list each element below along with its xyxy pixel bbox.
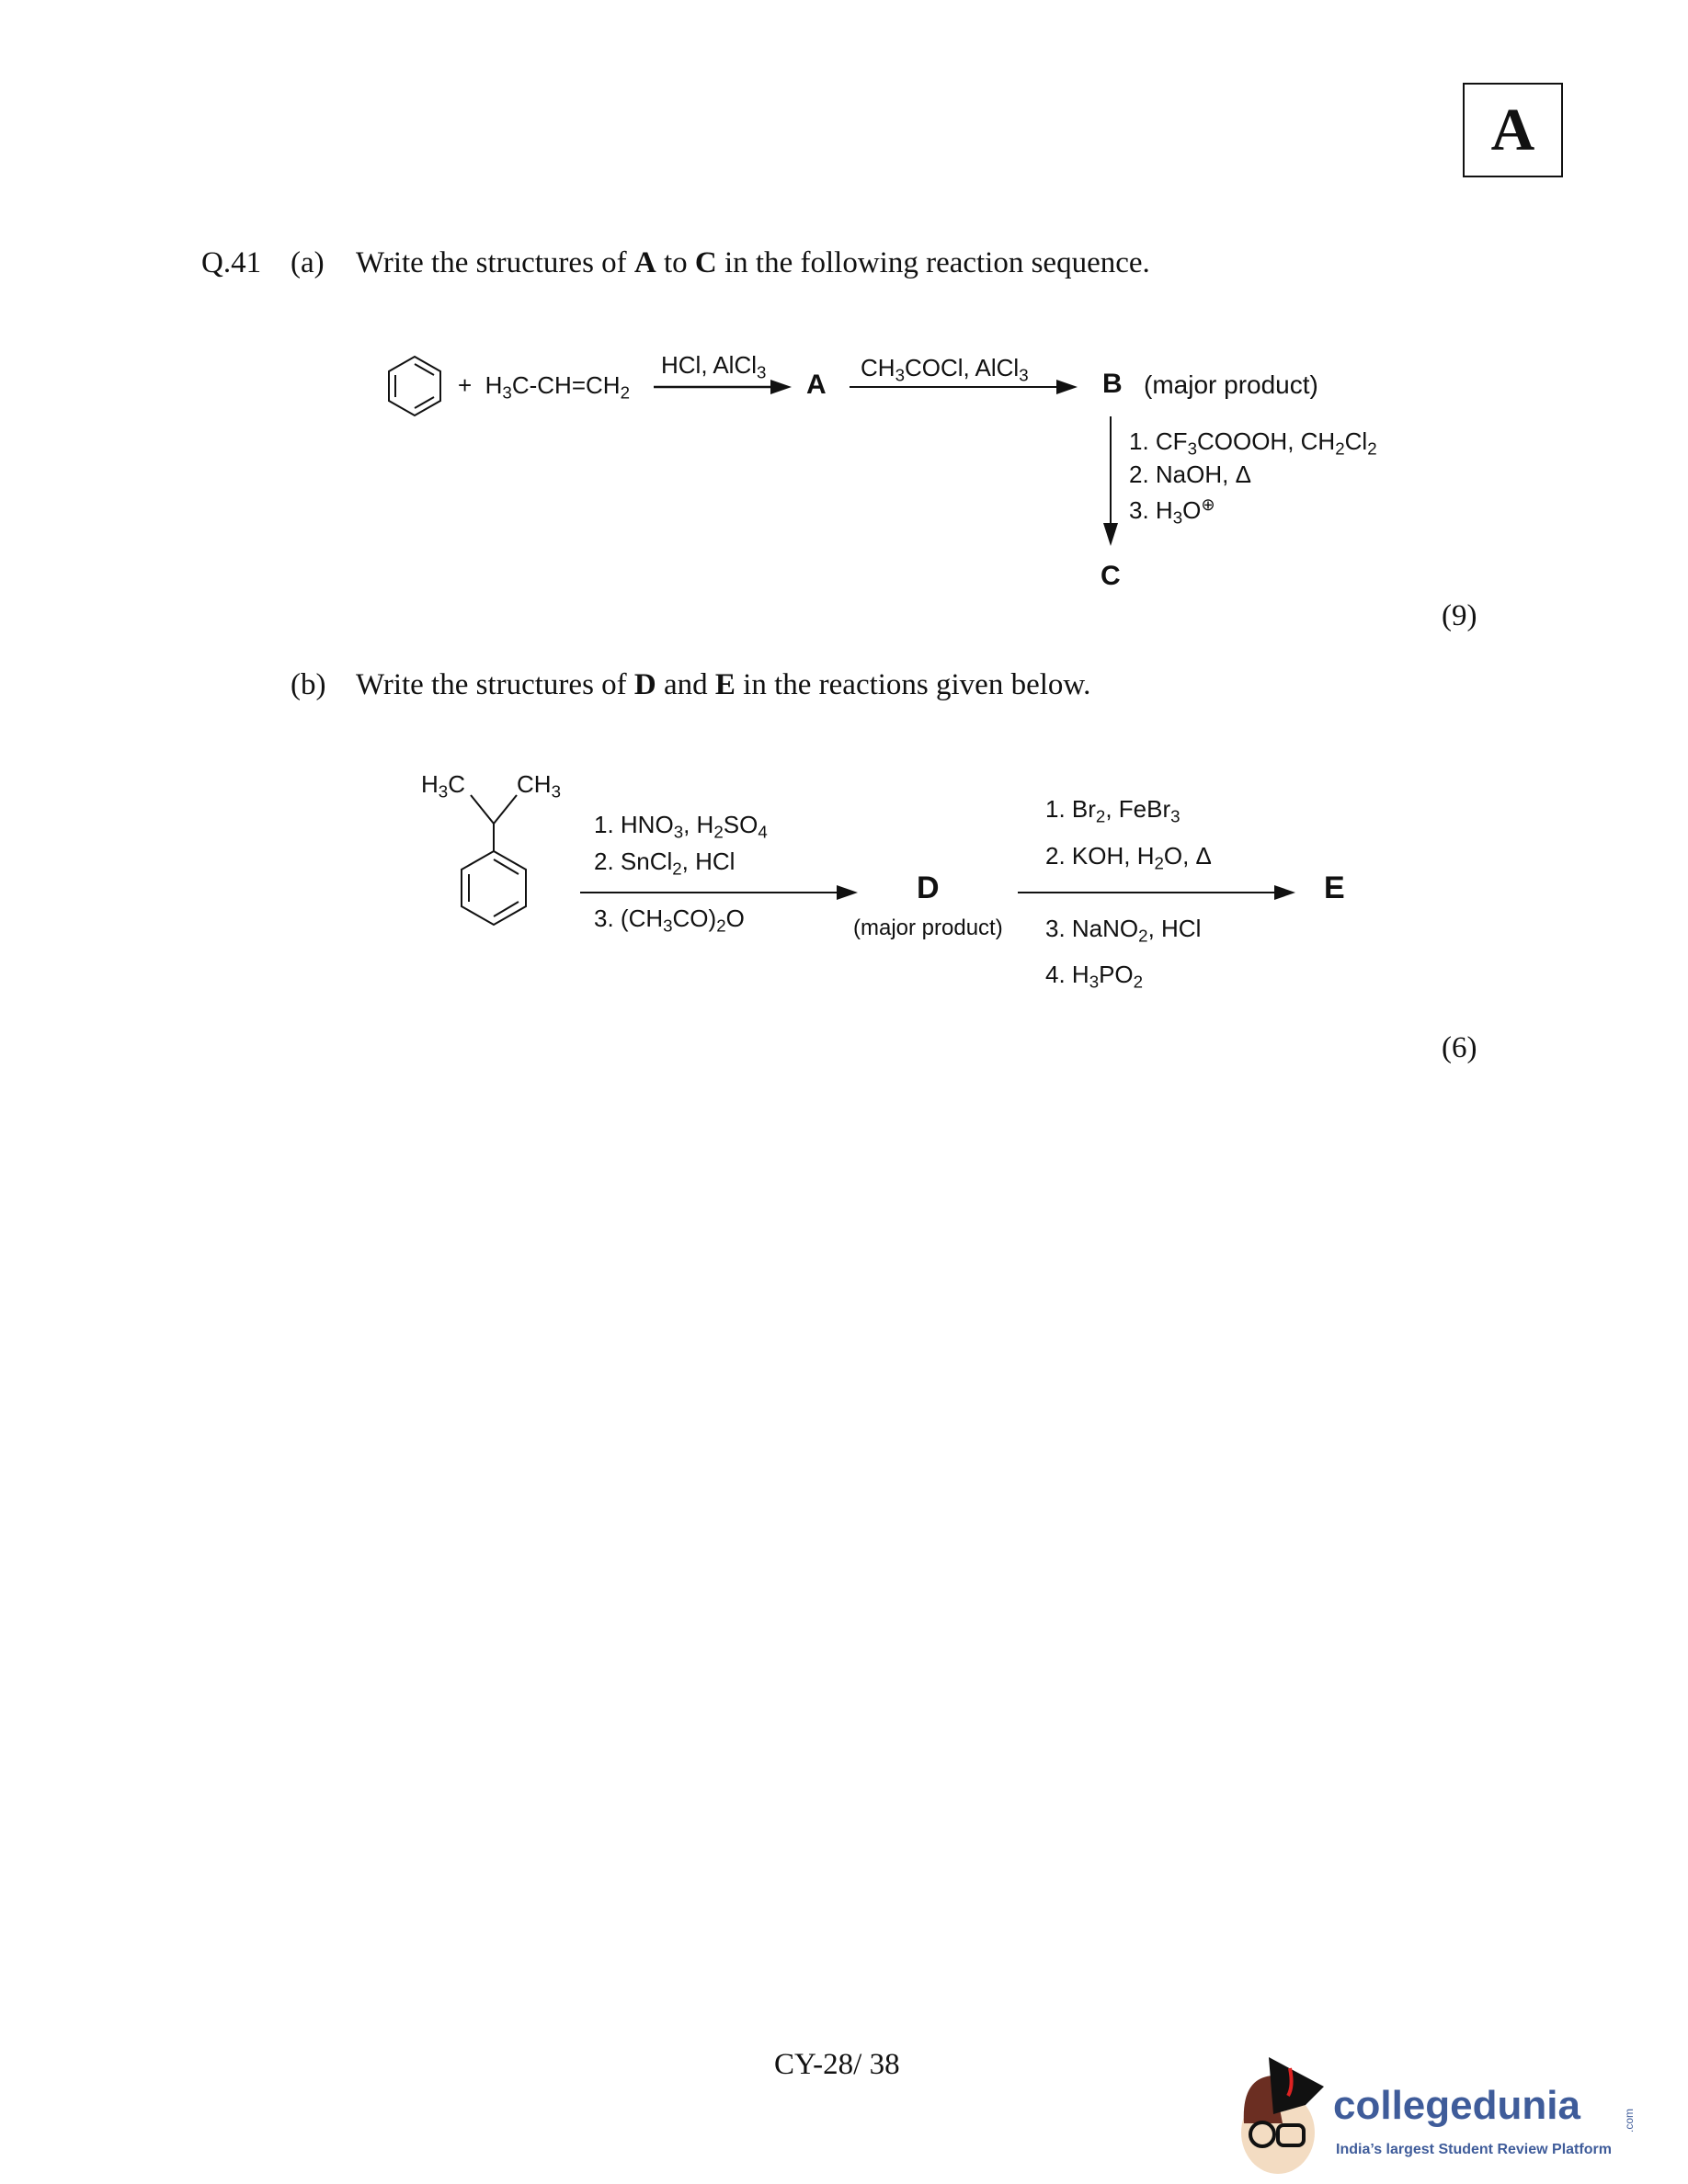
reagent-hcl-alcl3: HCl, AlCl$_3$	[661, 351, 767, 382]
step-b1-1: 1. $HNO_3$, $H_2SO_4$	[594, 811, 768, 842]
cumene-ch3: $CH_3$	[517, 770, 561, 802]
product-c: C	[1101, 561, 1121, 591]
cumene-h3c: $H_3C$	[421, 770, 465, 802]
collegedunia-logo	[1227, 2050, 1659, 2178]
arrow-b2	[1018, 885, 1295, 900]
major-product-note-d: (major product)	[853, 916, 1003, 940]
part-a-label: (a)	[291, 246, 325, 279]
step-a-3: 3. $H_3O^\oplus$	[1129, 495, 1215, 528]
arrow-a3	[1103, 416, 1118, 546]
logo-tagline: India’s largest Student Review Platform	[1336, 2142, 1612, 2157]
question-number: Q.41	[201, 246, 262, 279]
product-d: D	[917, 870, 940, 905]
marks-part-b: (6)	[1442, 1031, 1477, 1064]
mascot-icon	[1227, 2050, 1347, 2178]
logo-wordmark: collegedunia	[1333, 2083, 1580, 2128]
marks-part-a: (9)	[1442, 599, 1477, 632]
step-b2-3: 3. NaNO$_2$, HCl	[1045, 915, 1202, 946]
step-a-2: 2. NaOH, Δ	[1129, 461, 1251, 488]
cumene-structure	[462, 795, 526, 925]
step-a-1: 1. $CF_3COOOH$, $CH_2Cl_2$	[1129, 427, 1377, 459]
major-product-note-b: (major product)	[1144, 370, 1318, 399]
benzene-ring	[389, 357, 440, 415]
part-b-label: (b)	[291, 668, 326, 701]
step-b1-3: 3. $(CH_3CO)_2O$	[594, 904, 745, 936]
step-b2-1: 1. $Br_2$, FeBr$_3$	[1045, 795, 1180, 826]
step-b1-2: 2. SnCl$_2$, HCl	[594, 847, 736, 879]
product-b: B	[1102, 369, 1123, 399]
product-e: E	[1324, 870, 1345, 905]
arrow-a1	[654, 380, 792, 394]
reactant-propene: + $H_3C-CH=CH_2$	[458, 371, 630, 403]
step-b2-2: 2. KOH, $H_2O$, Δ	[1045, 842, 1212, 873]
step-b2-4: 4. $H_3PO_2$	[1045, 961, 1144, 992]
part-a-text: Write the structures of A to C in the following reaction sequence.	[356, 246, 1150, 279]
page-number: CY-28/ 38	[774, 2048, 900, 2081]
product-a: A	[806, 370, 827, 400]
part-b-text: Write the structures of D and E in the reactions given below.	[356, 668, 1091, 701]
arrow-b1	[580, 885, 858, 900]
reagent-acetyl-chloride: $CH_3COCl$, AlCl$_3$	[861, 354, 1029, 385]
paper-code-box: A	[1463, 83, 1563, 177]
logo-tld: .com	[1623, 2108, 1636, 2133]
